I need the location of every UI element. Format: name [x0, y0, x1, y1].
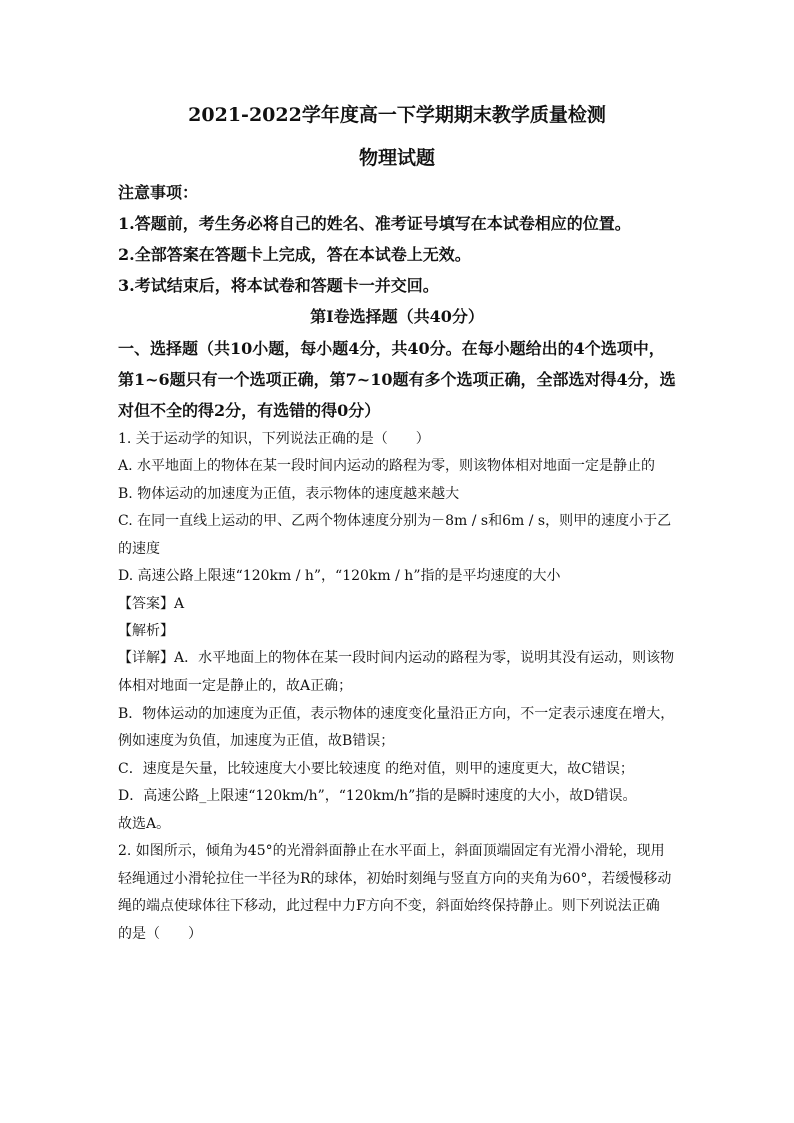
answer-tag: 【答案】A [118, 596, 185, 612]
notice-item: 1.答题前，考生务必将自己的姓名、准考证号填写在本试卷相应的位置。 [118, 214, 631, 233]
question-1-option-d: D. 高速公路上限速“120km / h”，“120km / h”指的是平均速度的大小 [118, 568, 561, 584]
notice-heading: 注意事项： [118, 183, 199, 202]
section-title: 第Ⅰ卷选择题（共40分） [310, 307, 484, 326]
detail-line: C．速度是矢量，比较速度大小要比较速度 的绝对值，则甲的速度更大，故C错误； [118, 761, 634, 777]
question-2-stem: 轻绳通过小滑轮拉住一半径为R的球体，初始时刻绳与竖直方向的夹角为60°，若缓慢移动 [118, 871, 672, 887]
notice-item: 2.全部答案在答题卡上完成，答在本试卷上无效。 [118, 245, 471, 264]
page-title: 2021-2022学年度高一下学期期末教学质量检测 [188, 104, 606, 126]
question-2-stem: 绳的端点使球体往下移动，此过程中力F方向不变，斜面始终保持静止。则下列说法正确 [118, 898, 660, 914]
section-instruction: 一、选择题（共10小题，每小题4分，共40分。在每小题给出的4个选项中， [118, 339, 665, 358]
question-1-option-a: A. 水平地面上的物体在某一段时间内运动的路程为零，则该物体相对地面一定是静止的 [118, 458, 656, 474]
detail-line: 故选A。 [118, 816, 171, 832]
section-instruction: 第1~6题只有一个选项正确，第7~10题有多个选项正确，全部选对得4分，选 [118, 370, 676, 389]
question-1-option-b: B. 物体运动的加速度为正值，表示物体的速度越来越大 [118, 486, 460, 502]
notice-item: 3.考试结束后，将本试卷和答题卡一并交回。 [118, 276, 439, 295]
detail-line: 【详解】A．水平地面上的物体在某一段时间内运动的路程为零，说明其没有运动，则该物 [118, 650, 675, 666]
question-1-stem: 1. 关于运动学的知识，下列说法正确的是（ ） [118, 431, 430, 447]
question-2-stem: 2. 如图所示，倾角为45°的光滑斜面静止在水平面上，斜面顶端固定有光滑小滑轮，现用 [118, 843, 665, 859]
page-subtitle: 物理试题 [358, 147, 435, 169]
section-instruction: 对但不全的得2分，有选错的得0分） [118, 401, 381, 420]
detail-line: D．高速公路_上限速“120km/h”，“120km/h”指的是瞬时速度的大小，故D错误。 [118, 788, 637, 804]
question-1-option-c-cont: 的速度 [118, 541, 160, 557]
analysis-tag: 【解析】 [118, 623, 174, 639]
detail-line: 例如速度为负值，加速度为正值，故B错误； [118, 733, 395, 749]
detail-line: 体相对地面一定是静止的，故A正确； [118, 678, 353, 694]
question-2-stem: 的是（ ） [118, 926, 202, 942]
detail-line: B．物体运动的加速度为正值，表示物体的速度变化量沿正方向，不一定表示速度在增大， [118, 706, 675, 722]
question-1-option-c: C. 在同一直线上运动的甲、乙两个物体速度分别为－8m / s和6m / s，则甲的速度小于乙 [118, 513, 672, 529]
